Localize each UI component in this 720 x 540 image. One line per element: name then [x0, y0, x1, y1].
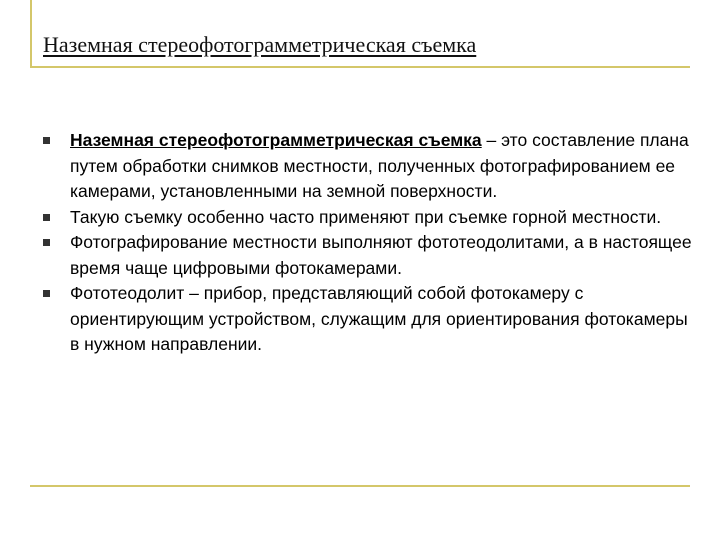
slide-title: Наземная стереофотограмметрическая съемка [43, 32, 477, 57]
bullet-term: Наземная стереофотограмметрическая съемка [70, 130, 482, 150]
frame-vertical-line [30, 0, 32, 68]
bullet-item [43, 128, 693, 205]
square-bullet-icon [43, 281, 70, 307]
bullet-item [43, 205, 693, 231]
square-bullet-icon [43, 128, 70, 154]
bullet-list [43, 128, 693, 358]
bullet-item [43, 281, 693, 358]
title-divider-line [30, 66, 690, 68]
square-bullet-icon [43, 205, 70, 231]
footer-divider-line [30, 485, 690, 487]
bullet-body: – это составление плана путем обработки снимков местности, полученных фотографированием ее камерами, установленными на земной поверхности. [70, 130, 689, 201]
square-bullet-icon [43, 230, 70, 256]
bullet-text: Такую съемку особенно часто применяют при съемке горной местности. [70, 206, 662, 227]
bullet-text: Фототеодолит – прибор, представляющий собой фотокамеру с ориентирующим устройством, служащим для ориентирования фотокамеры в нужном направлении. [70, 283, 688, 354]
bullet-text: Фотографирование местности выполняют фототеодолитами, а в настоящее время чаще цифровыми фотокамерами. [70, 232, 692, 278]
bullet-text [70, 128, 693, 205]
bullet-item [43, 230, 693, 281]
